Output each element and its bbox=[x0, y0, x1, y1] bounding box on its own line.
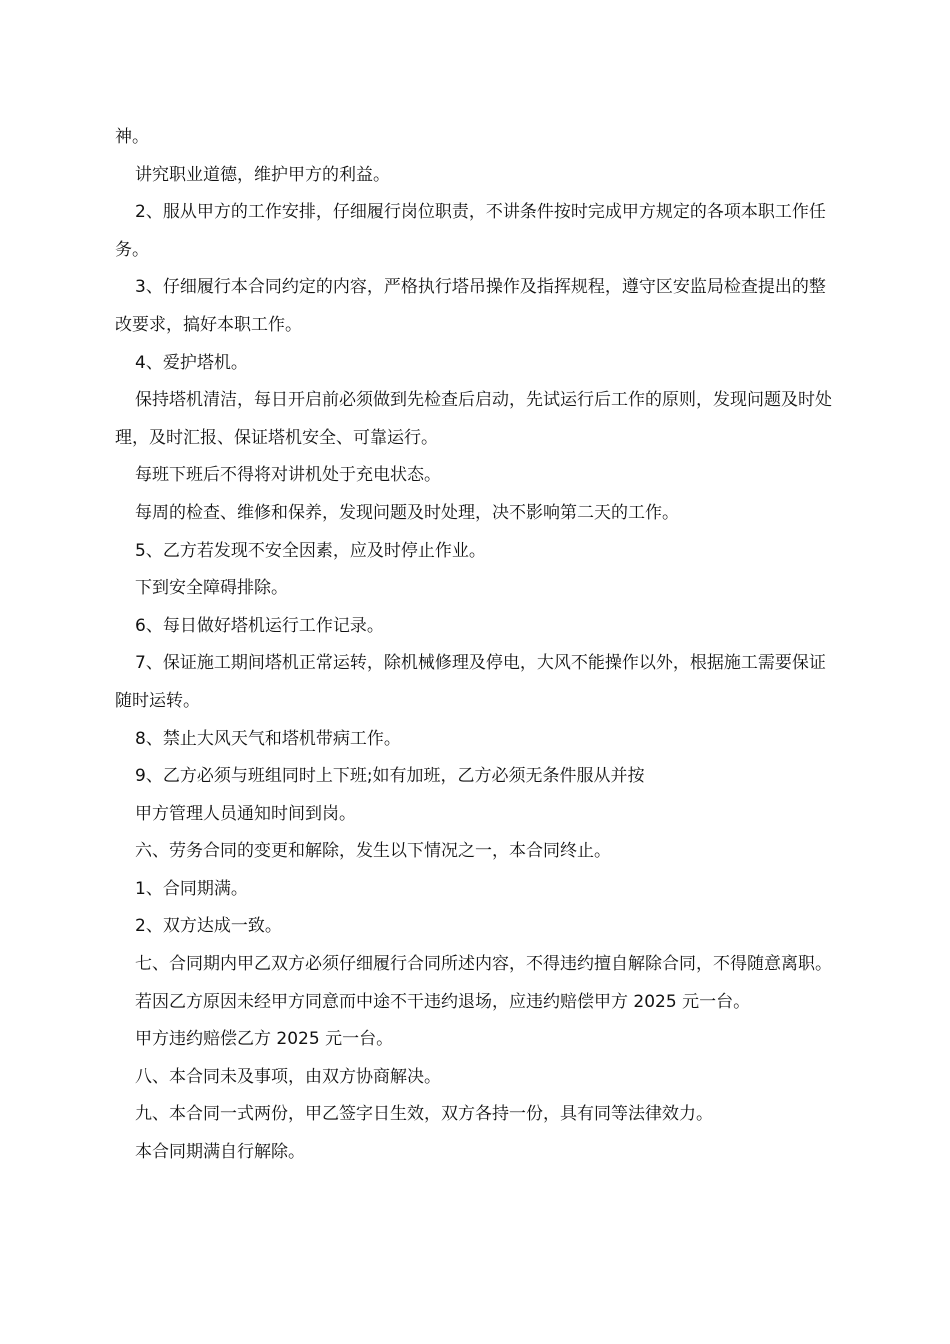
paragraph: 讲究职业道德，维护甲方的利益。 bbox=[135, 164, 390, 185]
paragraph: 8、禁止大风天气和塔机带病工作。 bbox=[135, 728, 401, 749]
paragraph: 6、每日做好塔机运行工作记录。 bbox=[135, 615, 384, 636]
paragraph: 若因乙方原因未经甲方同意而中途不干违约退场，应违约赔偿甲方 2025 元一台。 bbox=[135, 991, 751, 1012]
paragraph: 4、爱护塔机。 bbox=[135, 352, 248, 373]
paragraph: 六、劳务合同的变更和解除，发生以下情况之一，本合同终止。 bbox=[135, 841, 611, 862]
paragraph: 八、本合同未及事项，由双方协商解决。 bbox=[135, 1066, 441, 1087]
paragraph: 保持塔机清洁，每日开启前必须做到先检查后启动，先试运行后工作的原则，发现问题及时处理，及时汇报、保证塔机安全、可靠运行。 bbox=[115, 390, 832, 448]
paragraph: 神。 bbox=[115, 127, 149, 147]
paragraph: 2、服从甲方的工作安排，仔细履行岗位职责，不讲条件按时完成甲方规定的各项本职工作任务。 bbox=[115, 202, 826, 260]
paragraph: 每班下班后不得将对讲机处于充电状态。 bbox=[135, 465, 441, 486]
document-body bbox=[115, 119, 835, 1172]
paragraph: 2、双方达成一致。 bbox=[135, 916, 282, 937]
paragraph: 1、合同期满。 bbox=[135, 878, 248, 899]
paragraph: 九、本合同一式两份，甲乙签字日生效，双方各持一份，具有同等法律效力。 bbox=[135, 1104, 713, 1125]
paragraph: 5、乙方若发现不安全因素，应及时停止作业。 bbox=[135, 540, 486, 561]
paragraph: 本合同期满自行解除。 bbox=[135, 1142, 305, 1163]
paragraph: 下到安全障碍排除。 bbox=[135, 578, 288, 599]
paragraph: 甲方违约赔偿乙方 2025 元一台。 bbox=[135, 1029, 394, 1050]
paragraph: 9、乙方必须与班组同时上下班;如有加班，乙方必须无条件服从并按 bbox=[135, 766, 645, 787]
paragraph: 七、合同期内甲乙双方必须仔细履行合同所述内容，不得违约擅自解除合同，不得随意离职。 bbox=[135, 954, 832, 975]
paragraph: 3、仔细履行本合同约定的内容，严格执行塔吊操作及指挥规程，遵守区安监局检查提出的整改要求，搞好本职工作。 bbox=[115, 277, 826, 335]
paragraph: 甲方管理人员通知时间到岗。 bbox=[135, 803, 356, 824]
paragraph: 7、保证施工期间塔机正常运转，除机械修理及停电，大风不能操作以外，根据施工需要保证随时运转。 bbox=[115, 653, 826, 711]
paragraph: 每周的检查、维修和保养，发现问题及时处理，决不影响第二天的工作。 bbox=[135, 502, 679, 523]
